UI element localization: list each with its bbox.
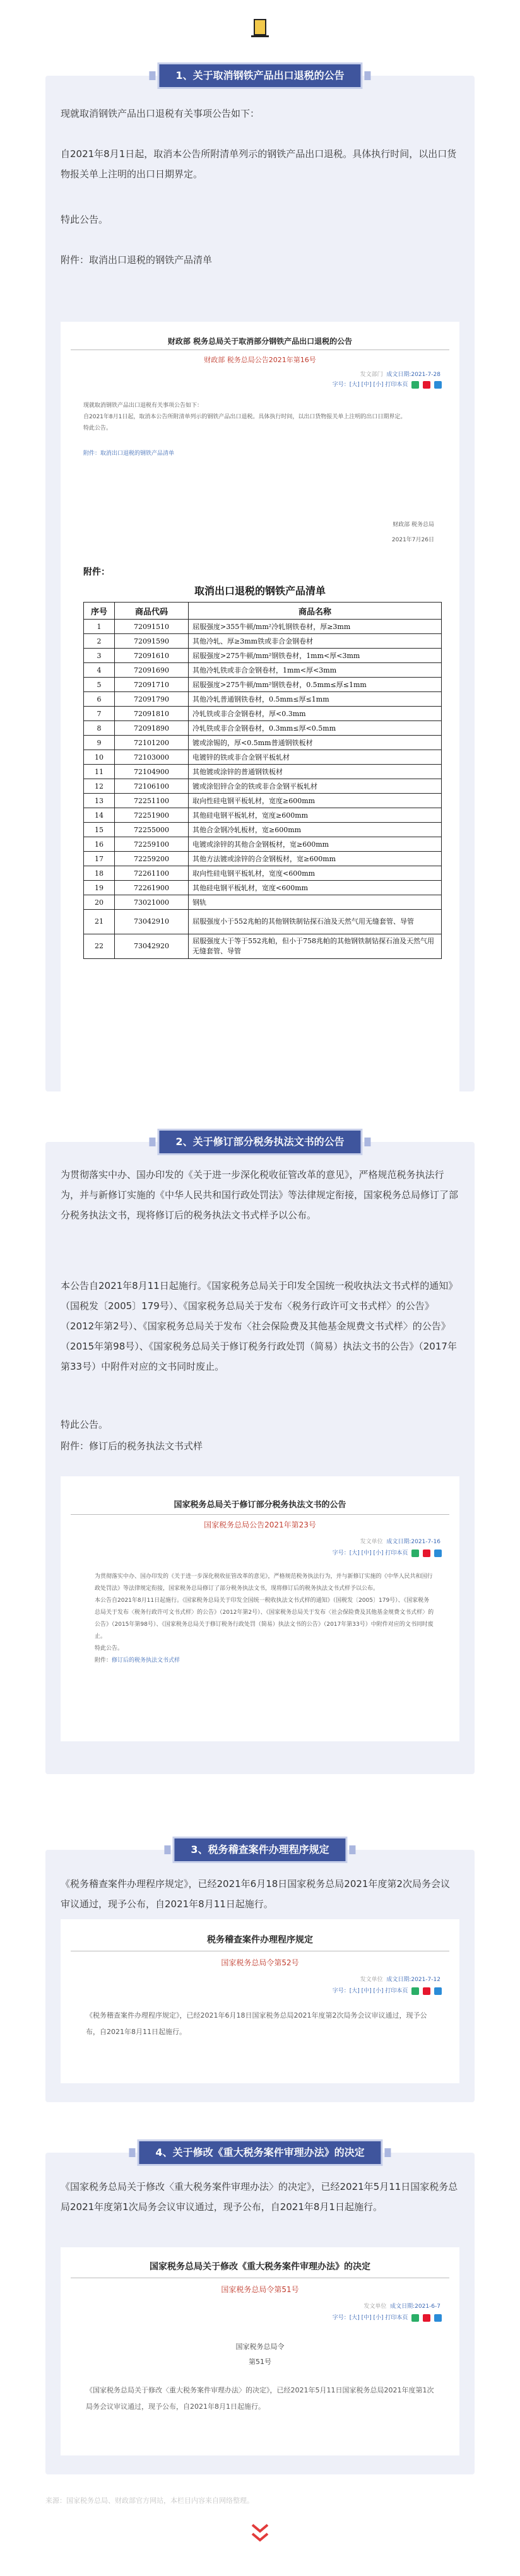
commodity-code-cell: 72261100 — [115, 866, 189, 881]
commodity-name-cell: 其他合金钢冷轧板材，宽≥600mm — [189, 823, 442, 837]
table-row — [84, 866, 442, 881]
paragraph: 现就取消钢铁产品出口退税有关事项公告如下： — [61, 108, 260, 119]
commodity-name-cell: 其他冷轧铁或非合金钢卷材，1mm<厚<3mm — [189, 663, 442, 678]
card-doc-number: 国家税务总局令第51号 — [221, 2285, 299, 2294]
column-header: 商品代码 — [115, 603, 189, 620]
row-number-cell: 10 — [84, 750, 115, 765]
column-header: 商品名称 — [189, 603, 442, 620]
commodity-name-cell: 取向性硅电钢平板轧材，宽度<600mm — [189, 866, 442, 881]
commodity-name-cell: 其他冷轧、厚≥3mm铁或非合金钢卷材 — [189, 634, 442, 649]
table-row — [84, 634, 442, 649]
wechat-share-icon[interactable] — [411, 381, 419, 389]
commodity-name-cell: 其他镀或涂锌的普通钢铁板材 — [189, 765, 442, 779]
commodity-name-cell: 其他硅电钢平板轧材，宽度<600mm — [189, 881, 442, 895]
card-meta: 发文单位 成文日期:2021-7-16 — [360, 1539, 440, 1545]
paragraph: 《税务稽查案件办理程序规定》，已经2021年6月18日国家税务总局2021年度第2次局务会议审议通过，现予公布，自2021年8月11日起施行。 — [61, 1878, 451, 1910]
attachment-link[interactable]: 修订后的税务执法文书式样 — [112, 1657, 180, 1664]
qq-share-icon[interactable] — [434, 381, 442, 389]
card-body: 《税务稽查案件办理程序规定》，已经2021年6月18日国家税务总局2021年度第2次局务会议审议通过，现予公布，自2021年8月11日起施行。 — [86, 2011, 427, 2036]
row-number-cell: 19 — [84, 881, 115, 895]
paragraph: 附件：取消出口退税的钢铁产品清单 — [61, 254, 213, 266]
commodity-code-cell: 73021000 — [115, 895, 189, 910]
section-2 — [45, 1136, 475, 1774]
table-row — [84, 620, 442, 634]
card-share: 字号：[大] [中] [小] 打印本页 — [333, 1986, 442, 1995]
attachment-label: 附件： — [83, 567, 110, 577]
commodity-code-cell: 72259100 — [115, 837, 189, 852]
wechat-share-icon[interactable] — [411, 1550, 419, 1557]
commodity-name-cell: 屈服强度>275牛顿/mm²钢铁卷材，0.5mm≤厚≤1mm — [189, 678, 442, 692]
commodity-code-cell: 72091690 — [115, 663, 189, 678]
source-note: 来源：国家税务总局、财政部官方网站，本栏目内容来自网络整理。 — [45, 2497, 254, 2505]
table-row — [84, 910, 442, 934]
qq-share-icon[interactable] — [434, 1987, 442, 1995]
commodity-name-cell: 屈服强度>275牛顿/mm²钢铁卷材，1mm<厚<3mm — [189, 649, 442, 663]
row-number-cell: 14 — [84, 808, 115, 823]
section-4 — [45, 2146, 475, 2474]
commodity-code-cell: 72091890 — [115, 721, 189, 736]
row-number-cell: 8 — [84, 721, 115, 736]
notice-screenshot-card — [61, 1476, 459, 1741]
row-number-cell: 4 — [84, 663, 115, 678]
row-number-cell: 13 — [84, 794, 115, 808]
commodity-code-cell: 72101200 — [115, 736, 189, 750]
card-body: 现就取消钢铁产品出口退税有关事项公告如下： 自2021年8月1日起，取消本公告所附清单列示的钢铁产品出口退税。具体执行时间，以出口货物报关单上注明的出口日期界定。 特此公告。 附件：取消出口退税的钢铁产品清单 — [83, 400, 434, 459]
column-header: 序号 — [84, 603, 115, 620]
steel-products-table — [83, 602, 442, 959]
commodity-code-cell: 73042920 — [115, 934, 189, 959]
notice-screenshot-card — [61, 1919, 459, 2083]
row-number-cell: 9 — [84, 736, 115, 750]
table-row — [84, 707, 442, 721]
wechat-share-icon[interactable] — [411, 2314, 419, 2322]
table-row — [84, 678, 442, 692]
qq-share-icon[interactable] — [434, 2314, 442, 2322]
card-body: 为贯彻落实中办、国办印发的《关于进一步深化税收征管改革的意见》，严格规范税务执法行为，并与新修订实施的《中华人民共和国行政处罚法》等法律规定衔接，国家税务总局修订了部分税务执法文书，现将修订后的税务执法文书式样予以公布。 本公告自2021年8月11日起施行。《国家税务总局关于印发全国统一税收执法文书式样的通知》（国税发〔2005〕179号）、《国家税务总局关于发布〈税务行政许可文书式样〉的公告》（2012年第2号）、《国家税务总局关于发布〈社会保险费及其他基金规费文书式样〉的公告》（2015年第98号）、《国家税务总局关于修订税务行政处罚（简易）执法文书的公告》（2017年第33号）中附件对应的文书同时废止。 特此公告。 附件：修订后的税务执法文书式样 — [95, 1573, 434, 1664]
paragraph: 特此公告。 — [61, 214, 109, 225]
wechat-share-icon[interactable] — [411, 1987, 419, 1995]
table-header-row — [84, 603, 442, 620]
commodity-code-cell: 73042910 — [115, 910, 189, 934]
row-number-cell: 6 — [84, 692, 115, 707]
table-row — [84, 765, 442, 779]
row-number-cell: 22 — [84, 934, 115, 959]
card-doc-number: 国家税务总局公告2021年第23号 — [204, 1520, 316, 1529]
card-share: 字号：[大] [中] [小] 打印本页 — [333, 2313, 442, 2322]
commodity-code-cell: 72261900 — [115, 881, 189, 895]
table-row — [84, 663, 442, 678]
row-number-cell: 20 — [84, 895, 115, 910]
card-signature: 财政部 税务总局 2021年7月26日 — [391, 522, 434, 543]
commodity-name-cell: 屈服强度小于552兆帕的其他钢铁制钻探石油及天然气用无缝套管、导管 — [189, 910, 442, 934]
weibo-share-icon[interactable] — [423, 1987, 430, 1995]
card-doc-number: 国家税务总局令第52号 — [221, 1958, 299, 1967]
row-number-cell: 1 — [84, 620, 115, 634]
commodity-code-cell: 72091610 — [115, 649, 189, 663]
commodity-code-cell: 72255000 — [115, 823, 189, 837]
paragraph: 为贯彻落实中办、国办印发的《关于进一步深化税收征管改革的意见》，严格规范税务执法行为，并与新修订实施的《中华人民共和国行政处罚法》等法律规定衔接，国家税务总局修订了部分税务执法文书，现将修订后的税务执法文书式样予以公布。 — [61, 1169, 459, 1221]
row-number-cell: 5 — [84, 678, 115, 692]
row-number-cell: 16 — [84, 837, 115, 852]
card-body: 《国家税务总局关于修改〈重大税务案件审理办法〉的决定》，已经2021年5月11日国家税务总局2021年度第1次局务会议审议通过，现予公布，自2021年8月1日起施行。 — [86, 2386, 434, 2411]
row-number-cell: 3 — [84, 649, 115, 663]
attachment-link[interactable]: 附件：取消出口退税的钢铁产品清单 — [83, 450, 175, 457]
card-meta: 发文部门 成文日期:2021-7-28 — [360, 372, 440, 378]
card-meta: 发文单位 成文日期:2021-7-12 — [360, 1977, 440, 1983]
paragraph: 附件：修订后的税务执法文书式样 — [61, 1440, 203, 1452]
card-share: 字号：[大] [中] [小] 打印本页 — [333, 380, 442, 389]
notice-screenshot-card — [61, 2247, 459, 2455]
row-number-cell: 11 — [84, 765, 115, 779]
commodity-name-cell: 其他硅电钢平板轧材，宽度≥600mm — [189, 808, 442, 823]
commodity-name-cell: 其他冷轧普通钢铁卷材，0.5mm≤厚≤1mm — [189, 692, 442, 707]
row-number-cell: 17 — [84, 852, 115, 866]
row-number-cell: 21 — [84, 910, 115, 934]
section-title: 3、税务稽查案件办理程序规定 — [174, 1838, 345, 1861]
card-doc-number: 财政部 税务总局公告2021年第16号 — [204, 356, 316, 364]
row-number-cell: 12 — [84, 779, 115, 794]
card-title: 国家税务总局关于修改《重大税务案件审理办法》的决定 — [150, 2262, 370, 2272]
weibo-share-icon[interactable] — [423, 381, 430, 389]
table-row — [84, 852, 442, 866]
notice-screenshot-card — [61, 322, 459, 1091]
commodity-name-cell: 取向性硅电钢平板轧材，宽度≥600mm — [189, 794, 442, 808]
commodity-code-cell: 72259200 — [115, 852, 189, 866]
row-number-cell: 15 — [84, 823, 115, 837]
table-row — [84, 934, 442, 959]
table-row — [84, 895, 442, 910]
commodity-code-cell: 72091810 — [115, 707, 189, 721]
weibo-share-icon[interactable] — [423, 1550, 430, 1557]
commodity-code-cell: 72106100 — [115, 779, 189, 794]
table-row — [84, 750, 442, 765]
table-row — [84, 779, 442, 794]
row-number-cell: 2 — [84, 634, 115, 649]
section-title: 4、关于修改《重大税务案件审理办法》的决定 — [139, 2141, 381, 2164]
weibo-share-icon[interactable] — [423, 2314, 430, 2322]
table-row — [84, 649, 442, 663]
order-heading: 国家税务总局令 第51号 — [235, 2343, 285, 2366]
commodity-code-cell: 72091510 — [115, 620, 189, 634]
commodity-name-cell: 钢轨 — [189, 895, 442, 910]
section-1 — [45, 69, 475, 1091]
commodity-name-cell: 其他方法镀或涂锌的合金钢板材，宽≥600mm — [189, 852, 442, 866]
commodity-name-cell: 镀或涂铝锌合金的铁或非合金钢平板轧材 — [189, 779, 442, 794]
table-row — [84, 823, 442, 837]
commodity-name-cell: 冷轧铁或非合金钢卷材，0.3mm≤厚<0.5mm — [189, 721, 442, 736]
commodity-code-cell: 72103000 — [115, 750, 189, 765]
row-number-cell: 7 — [84, 707, 115, 721]
commodity-name-cell: 冷轧铁或非合金钢卷材，厚<0.3mm — [189, 707, 442, 721]
paragraph: 自2021年8月1日起，取消本公告所附清单列示的钢铁产品出口退税。具体执行时间，以出口货物报关单上注明的出口日期界定。 — [61, 148, 457, 180]
document-icon — [251, 18, 269, 38]
card-meta: 发文单位 成文日期:2021-6-7 — [363, 2303, 440, 2310]
table-row — [84, 837, 442, 852]
commodity-code-cell: 72091710 — [115, 678, 189, 692]
row-number-cell: 18 — [84, 866, 115, 881]
commodity-code-cell: 72251900 — [115, 808, 189, 823]
commodity-code-cell: 72091790 — [115, 692, 189, 707]
paragraph: 本公告自2021年8月11日起施行。《国家税务总局关于印发全国统一税收执法文书式样的通知》（国税发〔2005〕179号）、《国家税务总局关于发布〈税务行政许可文书式样〉的公告》（2012年第2号）、《国家税务总局关于发布〈社会保险费及其他基金规费文书式样〉的公告》（2015年第98号）、《国家税务总局关于修订税务行政处罚（简易）执法文书的公告》（2017年第33号）中附件对应的文书同时废止。 — [61, 1280, 458, 1372]
table-row — [84, 721, 442, 736]
commodity-code-cell: 72091590 — [115, 634, 189, 649]
table-row — [84, 692, 442, 707]
qq-share-icon[interactable] — [434, 1550, 442, 1557]
commodity-name-cell: 镀或涂锡的，厚<0.5mm普通钢铁板材 — [189, 736, 442, 750]
commodity-name-cell: 电镀或涂锌的其他合金钢板材，宽≥600mm — [189, 837, 442, 852]
card-title: 财政部 税务总局关于取消部分钢铁产品出口退税的公告 — [167, 337, 353, 346]
table-title: 取消出口退税的钢铁产品清单 — [194, 585, 326, 597]
commodity-code-cell: 72104900 — [115, 765, 189, 779]
commodity-name-cell: 屈服强度大于等于552兆帕，但小于758兆帕的其他钢铁制钻探石油及天然气用无缝套管、导管 — [189, 934, 442, 959]
card-share: 字号：[大] [中] [小] 打印本页 — [333, 1548, 442, 1557]
table-row — [84, 808, 442, 823]
commodity-name-cell: 电镀锌的铁或非合金钢平板轧材 — [189, 750, 442, 765]
table-row — [84, 794, 442, 808]
section-title: 1、关于取消钢铁产品出口退税的公告 — [159, 64, 360, 87]
table-row — [84, 736, 442, 750]
paragraph: 《国家税务总局关于修改〈重大税务案件审理办法〉的决定》，已经2021年5月11日国家税务总局2021年度第1次局务会议审议通过，现予公布，自2021年8月1日起施行。 — [61, 2181, 458, 2213]
table-row — [84, 881, 442, 895]
commodity-name-cell: 屈服强度>355牛顿/mm²冷轧钢铁卷材，厚≥3mm — [189, 620, 442, 634]
card-title: 税务稽查案件办理程序规定 — [207, 1935, 313, 1945]
paragraph: 特此公告。 — [61, 1419, 109, 1430]
card-title: 国家税务总局关于修订部分税务执法文书的公告 — [174, 1500, 346, 1510]
chevron-down-icon — [250, 2521, 270, 2546]
section-3 — [45, 1844, 475, 2102]
commodity-code-cell: 72251100 — [115, 794, 189, 808]
section-title: 2、关于修订部分税务执法文书的公告 — [159, 1131, 360, 1153]
